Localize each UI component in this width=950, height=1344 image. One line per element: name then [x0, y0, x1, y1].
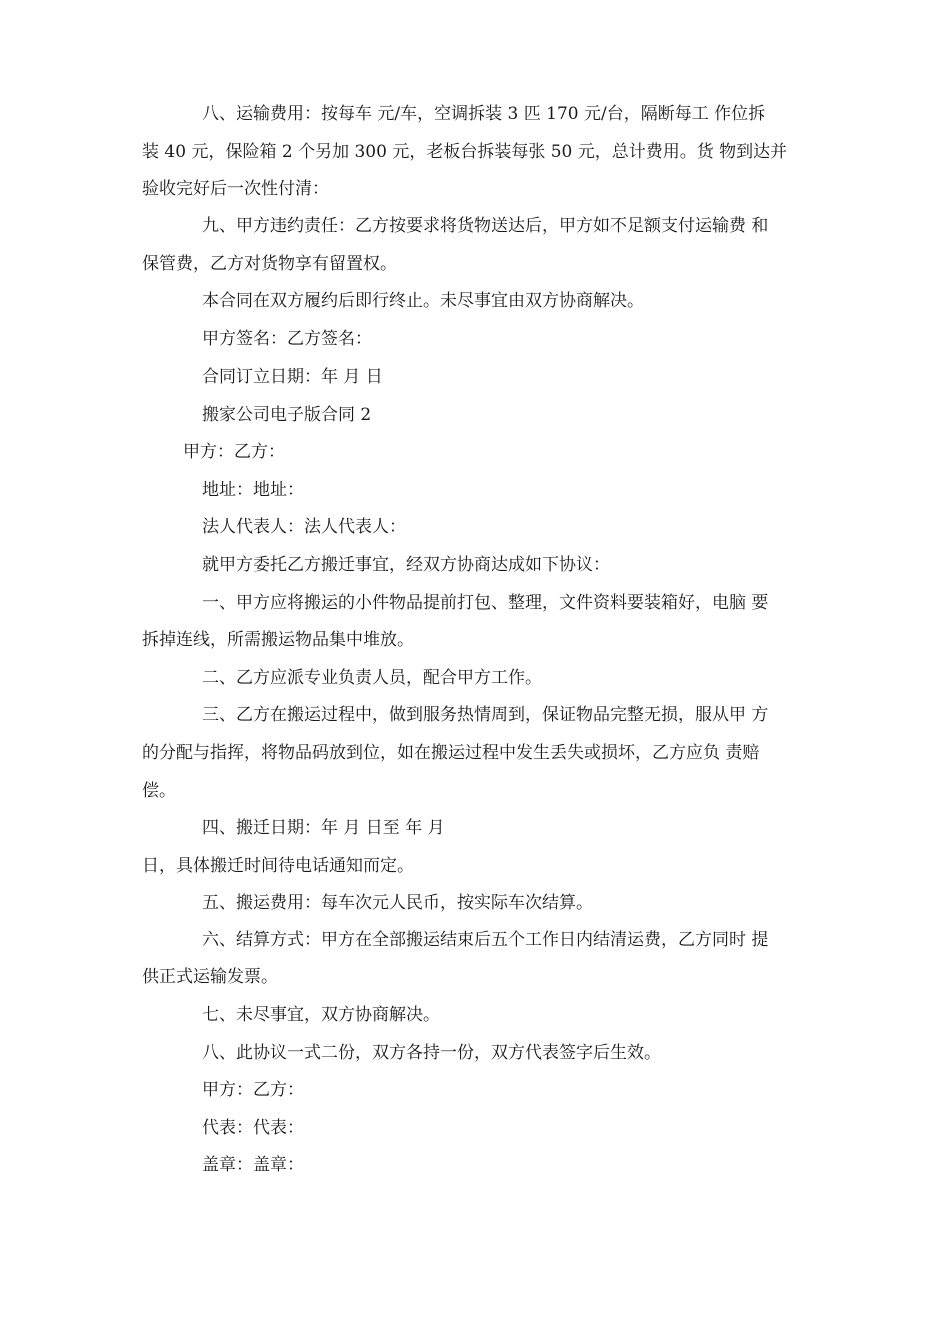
parties-line: 甲方：乙方：	[183, 442, 285, 462]
clause-8-transport-fee-line-2: 装 40 元，保险箱 2 个另加 300 元，老板台拆装每张 50 元，总计费用。货 物到达并	[142, 142, 788, 162]
parties-signature-line: 甲方：乙方：	[202, 1080, 304, 1100]
clause-4-line-2: 日，具体搬迁时间待电话通知而定。	[142, 856, 414, 876]
clause-7: 七、未尽事宜，双方协商解决。	[202, 1005, 440, 1025]
contract-date-line: 合同订立日期：年 月 日	[202, 367, 383, 387]
section-title: 搬家公司电子版合同 2	[202, 405, 372, 425]
clause-8: 八、此协议一式二份，双方各持一份，双方代表签字后生效。	[202, 1043, 661, 1063]
clause-6-line-2: 供正式运输发票。	[142, 967, 278, 987]
clause-1-line-1: 一、甲方应将搬运的小件物品提前打包、整理，文件资料要装箱好，电脑 要	[202, 593, 769, 613]
clause-2: 二、乙方应派专业负责人员，配合甲方工作。	[202, 668, 542, 688]
clause-8-transport-fee-line-3: 验收完好后一次性付清：	[142, 179, 329, 199]
clause-8-transport-fee-line-1: 八、运输费用：按每车 元/车，空调拆装 3 匹 170 元/台，隔断每工 作位拆	[202, 104, 766, 124]
clause-6-line-1: 六、结算方式：甲方在全部搬运结束后五个工作日内结清运费，乙方同时 提	[202, 930, 769, 950]
clause-1-line-2: 拆掉连线，所需搬运物品集中堆放。	[142, 630, 414, 650]
contract-termination-text: 本合同在双方履约后即行终止。未尽事宜由双方协商解决。	[202, 291, 644, 311]
clause-3-line-1: 三、乙方在搬运过程中，做到服务热情周到，保证物品完整无损，服从甲 方	[202, 705, 769, 725]
clause-4-line-1: 四、搬迁日期：年 月 日至 年 月	[202, 818, 445, 838]
clause-3-line-3: 偿。	[142, 781, 176, 801]
clause-9-breach-line-2: 保管费，乙方对货物享有留置权。	[142, 254, 397, 274]
representative-line: 代表：代表：	[202, 1118, 304, 1138]
clause-5: 五、搬运费用：每车次元人民币，按实际车次结算。	[202, 893, 593, 913]
clause-3-line-2: 的分配与指挥，将物品码放到位，如在搬运过程中发生丢失或损坏，乙方应负 责赔	[142, 743, 760, 763]
legal-rep-line: 法人代表人：法人代表人：	[202, 517, 406, 537]
seal-line: 盖章：盖章：	[202, 1155, 304, 1175]
agreement-intro: 就甲方委托乙方搬迁事宜，经双方协商达成如下协议：	[202, 555, 610, 575]
signature-line: 甲方签名：乙方签名：	[202, 329, 372, 349]
clause-9-breach-line-1: 九、甲方违约责任：乙方按要求将货物送达后，甲方如不足额支付运输费 和	[202, 216, 769, 236]
address-line: 地址：地址：	[202, 480, 304, 500]
